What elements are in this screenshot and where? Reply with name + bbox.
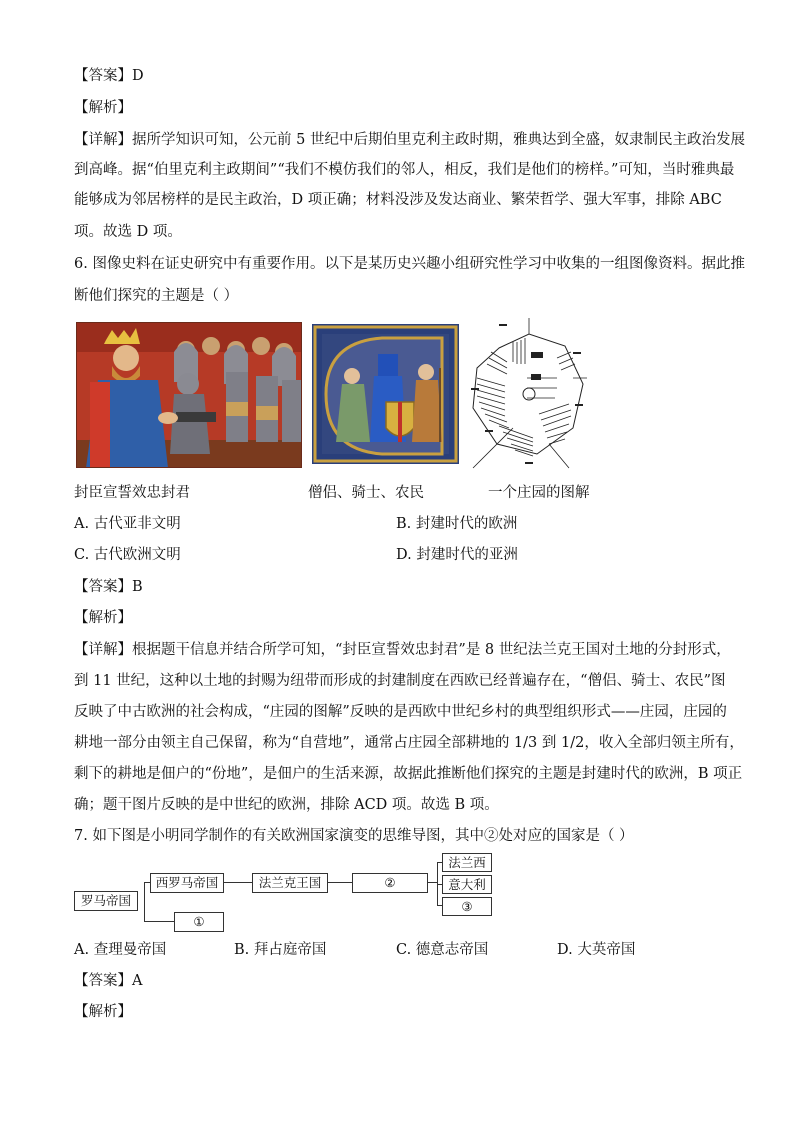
q6-option-a: A. 古代亚非文明 [74,516,181,532]
node-italy: 意大利 [442,875,492,894]
node-roman-empire: 罗马帝国 [74,891,138,911]
q5-detail-line: 【详解】据所学知识可知，公元前 5 世纪中后期伯里克利主政时期，雅典达到全盛，奴隶制民主政治发展 [74,132,745,148]
fealty-caption: 封臣宣誓效忠封君 [74,485,190,501]
q6-detail-line: 耕地一部分由领主自己保留，称为“自营地”，通常占庄园全部耕地的 1/3 到 1/2，收入全部归领主所有， [74,735,744,751]
q6-detail-line: 剩下的耕地是佃户的“份地”，是佃户的生活来源，故据此推断他们探究的主题是封建时代的欧洲，B 项正 [74,766,743,782]
node-blank-1: ① [174,912,224,932]
node-blank-3: ③ [442,897,492,916]
q6-stem-line: 断他们探究的主题是（ ） [74,288,239,304]
node-france: 法兰西 [442,853,492,872]
q7-analysis-heading: 【解析】 [74,1004,132,1020]
manor-caption: 一个庄园的图解 [488,485,590,501]
q6-option-b: B. 封建时代的欧洲 [396,516,518,532]
estates-caption: 僧侣、骑士、农民 [308,485,424,501]
node-blank-2: ② [352,873,428,893]
node-western-roman-empire: 西罗马帝国 [150,873,224,893]
q6-option-d: D. 封建时代的亚洲 [396,547,518,563]
fealty-painting-image [76,322,302,468]
estates-illustration-image [312,324,459,464]
q7-answer: 【答案】A [74,973,143,989]
q6-detail-line: 确；题干图片反映的是中世纪的欧洲，排除 ACD 项。故选 B 项。 [74,797,499,813]
manor-plan-diagram [469,318,587,470]
q7-stem: 7. 如下图是小明同学制作的有关欧洲国家演变的思维导图，其中②处对应的国家是（ ） [74,828,634,844]
q6-option-c: C. 古代欧洲文明 [74,547,181,563]
q6-analysis-heading: 【解析】 [74,610,132,626]
q6-detail-line: 【详解】根据题干信息并结合所学可知，“封臣宣誓效忠封君”是 8 世纪法兰克王国对土地的分封形式， [74,642,731,658]
q5-detail-line: 到高峰。据“伯里克利主政期间”“我们不模仿我们的邻人，相反，我们是他们的榜样。”可知，当时雅典最 [74,162,735,178]
q5-detail-line: 能够成为邻居榜样的是民主政治，D 项正确；材料没涉及发达商业、繁荣哲学、强大军事，排除 ABC [74,192,722,208]
q5-analysis-heading: 【解析】 [74,100,132,116]
q6-detail-line: 到 11 世纪，这种以土地的封赐为纽带而形成的封建制度在西欧已经普遍存在，“僧侣、骑士、农民”图 [74,673,726,689]
node-frankish-kingdom: 法兰克王国 [252,873,328,893]
q7-option-d: D. 大英帝国 [557,942,636,958]
q6-answer: 【答案】B [74,579,143,595]
q6-detail-line: 反映了中古欧洲的社会构成，“庄园的图解”反映的是西欧中世纪乡村的典型组织形式——庄园，庄园的 [74,704,727,720]
q7-option-a: A. 查理曼帝国 [74,942,167,958]
q5-detail-line: 项。故选 D 项。 [74,224,182,240]
q7-option-b: B. 拜占庭帝国 [234,942,327,958]
q5-answer: 【答案】D [74,68,144,84]
q7-option-c: C. 德意志帝国 [396,942,489,958]
q6-stem-line: 6. 图像史料在证史研究中有重要作用。以下是某历史兴趣小组研究性学习中收集的一组图像资料。据此推 [74,256,745,272]
